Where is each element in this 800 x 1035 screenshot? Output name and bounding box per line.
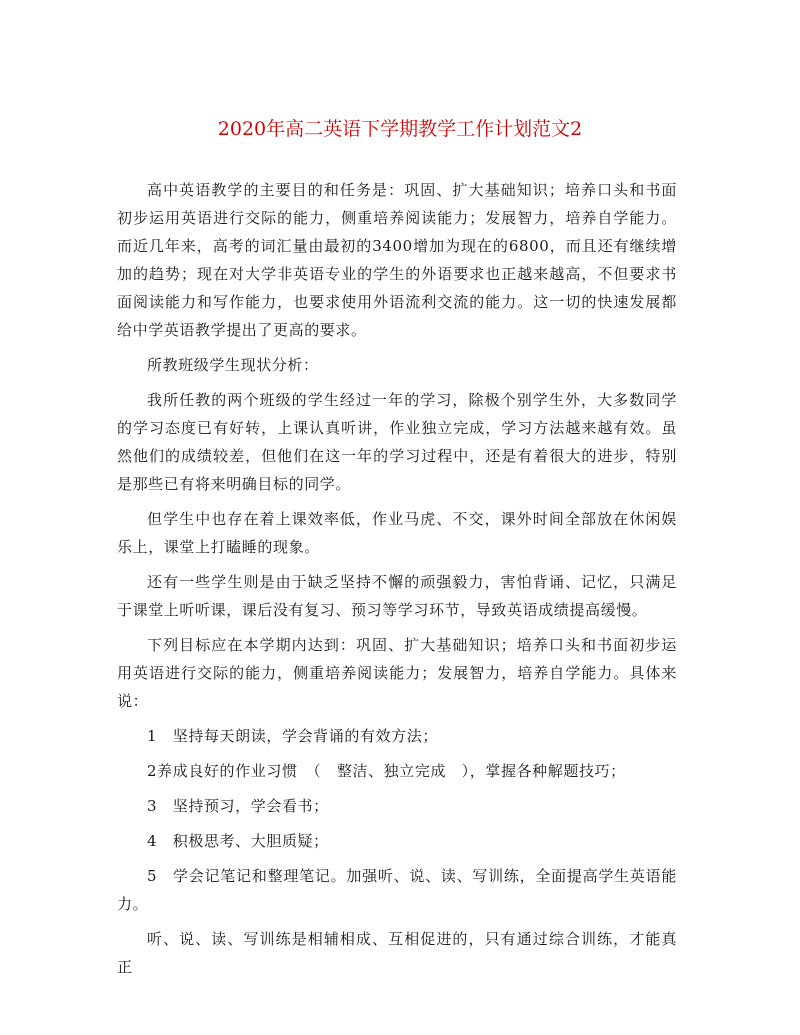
document-body	[117, 176, 677, 988]
paragraph-weak-students: 还有一些学生则是由于缺乏坚持不懈的顽强毅力，害怕背诵、记忆，只满足于课堂上听听课，课后没有复习、预习等学习环节，导致英语成绩提高缓慢。	[117, 573, 677, 619]
list-item-goal-1: 1 坚持每天朗读，学会背诵的有效方法；	[147, 727, 438, 745]
list-item-goal-5: 5 学会记笔记和整理笔记。加强听、说、读、写训练，全面提高学生英语能力。	[117, 867, 677, 913]
paragraph-student-status: 我所任教的两个班级的学生经过一年的学习，除极个别学生外，大多数同学的学习态度已有好转，上课认真听讲，作业独立完成，学习方法越来越有效。虽然他们的成绩较差，但他们在这一年的学习过程中，还是有着很大的进步，特别是那些已有将来明确目标的同学。	[117, 391, 677, 493]
paragraph-heading-analysis: 所教班级学生现状分析：	[147, 356, 319, 374]
list-item-goal-2: 2养成良好的作业习惯 （ 整洁、独立完成 ），掌握各种解题技巧；	[147, 762, 626, 780]
list-item-goal-4: 4 积极思考、大胆质疑；	[147, 832, 329, 850]
document-title: 2020年高二英语下学期教学工作计划范文2	[217, 118, 583, 140]
paragraph-intro: 高中英语教学的主要目的和任务是：巩固、扩大基础知识；培养口头和书面初步运用英语进行交际的能力，侧重培养阅读能力；发展智力，培养自学能力。而近几年来，高考的词汇量由最初的3400增加为现在的6800，而且还有继续增加的趋势；现在对大学非英语专业的学生的外语要求也正越来越高，不但要求书面阅读能力和写作能力，也要求使用外语流利交流的能力。这一切的快速发展都给中学英语教学提出了更高的要求。	[117, 181, 677, 339]
paragraph-problems: 但学生中也存在着上课效率低，作业马虎、不交，课外时间全部放在休闲娱乐上，课堂上打瞌睡的现象。	[117, 510, 677, 556]
list-item-goal-3: 3 坚持预习，学会看书；	[147, 797, 329, 815]
paragraph-goals: 下列目标应在本学期内达到：巩固、扩大基础知识；培养口头和书面初步运用英语进行交际的能力，侧重培养阅读能力；发展智力，培养自学能力。具体来说：	[117, 636, 677, 710]
paragraph-training: 听、说、读、写训练是相辅相成、互相促进的，只有通过综合训练，才能真正	[117, 930, 677, 976]
